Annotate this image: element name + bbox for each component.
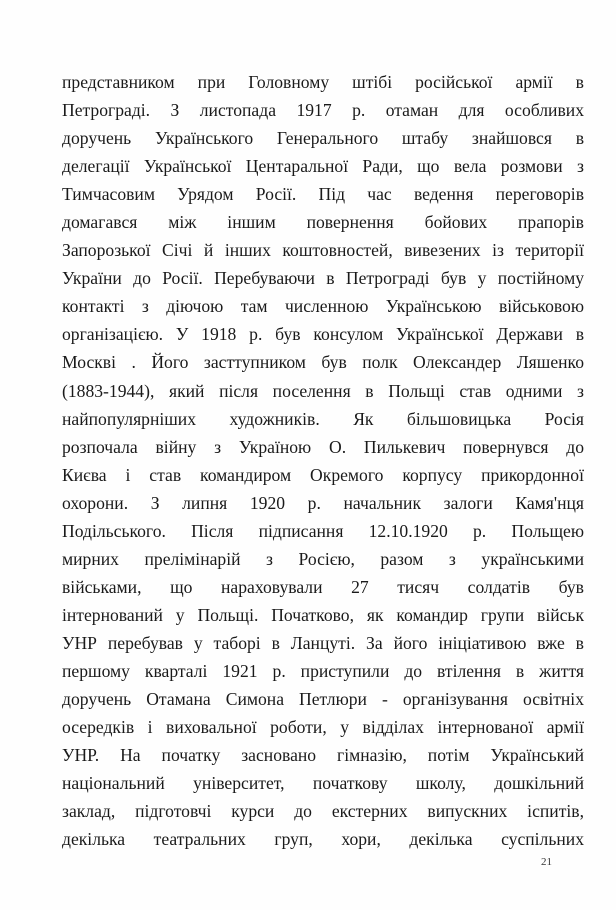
text-line: охорони. З липня 1920 р. начальник залоги Камя'нця <box>62 492 584 513</box>
text-line: УНР перебував у таборі в Ланцуті. За його ініціативою вже в <box>62 632 584 653</box>
text-line: мирних прелімінарій з Росією, разом з українськими <box>62 548 584 569</box>
text-line: першому кварталі 1921 р. приступили до втілення в життя <box>62 660 584 681</box>
text-line: доручень Отамана Симона Петлюри - організування освітніх <box>62 689 584 710</box>
text-line: домагався між іншим повернення бойових прапорів <box>62 212 584 233</box>
text-line: Подільського. Після підписання 12.10.1920 р. Польщею <box>62 520 584 541</box>
text-line: Тимчасовим Урядом Росії. Під час ведення переговорів <box>62 184 584 205</box>
text-line: Києва і став командиром Окремого корпусу прикордонної <box>62 464 584 485</box>
text-line: делегації Української Центаральної Ради, що вела розмови з <box>62 156 584 177</box>
text-line: України до Росії. Перебуваючи в Петрограді був у постійному <box>62 268 584 289</box>
text-line: військами, що нараховували 27 тисяч солдатів був <box>62 576 584 597</box>
text-line: заклад, підготовчі курси до екстерних випускних іспитів, <box>62 801 584 822</box>
text-line: найпопулярніших художників. Як більшовицька Росія <box>62 408 584 429</box>
text-line: УНР. На початку засновано гімназію, потім Український <box>62 745 584 766</box>
body-text <box>62 68 584 853</box>
text-line: декілька театральних груп, хори, декілька суспільних <box>62 829 584 850</box>
text-line: представником при Головному штібі російської армії в <box>62 72 584 92</box>
text-line: розпочала війну з Україною О. Пилькевич повернувся до <box>62 436 584 457</box>
text-line: доручень Українського Генерального штабу знайшовся в <box>62 128 584 149</box>
text-line: осередків і виховальної роботи, у відділах інтернованої армії <box>62 717 584 738</box>
text-line: Москві . Його засттупником був полк Олександер Ляшенко <box>62 352 584 373</box>
text-line: Запорозької Січі й інших коштовностей, вивезених із території <box>62 240 584 261</box>
text-line: контакті з діючою там численною Українською військовою <box>62 296 584 317</box>
page-number: 21 <box>541 856 552 868</box>
text-line: інтернований у Польщі. Початково, як командир групи військ <box>62 604 584 625</box>
text-line: національний університет, початкову школу, дошкільний <box>62 773 584 794</box>
text-line: організацією. У 1918 р. був консулом Української Держави в <box>62 324 584 345</box>
text-line: (1883-1944), який після поселення в Польщі став одними з <box>62 380 584 401</box>
text-line: Петрограді. З листопада 1917 р. отаман для особливих <box>62 100 584 121</box>
